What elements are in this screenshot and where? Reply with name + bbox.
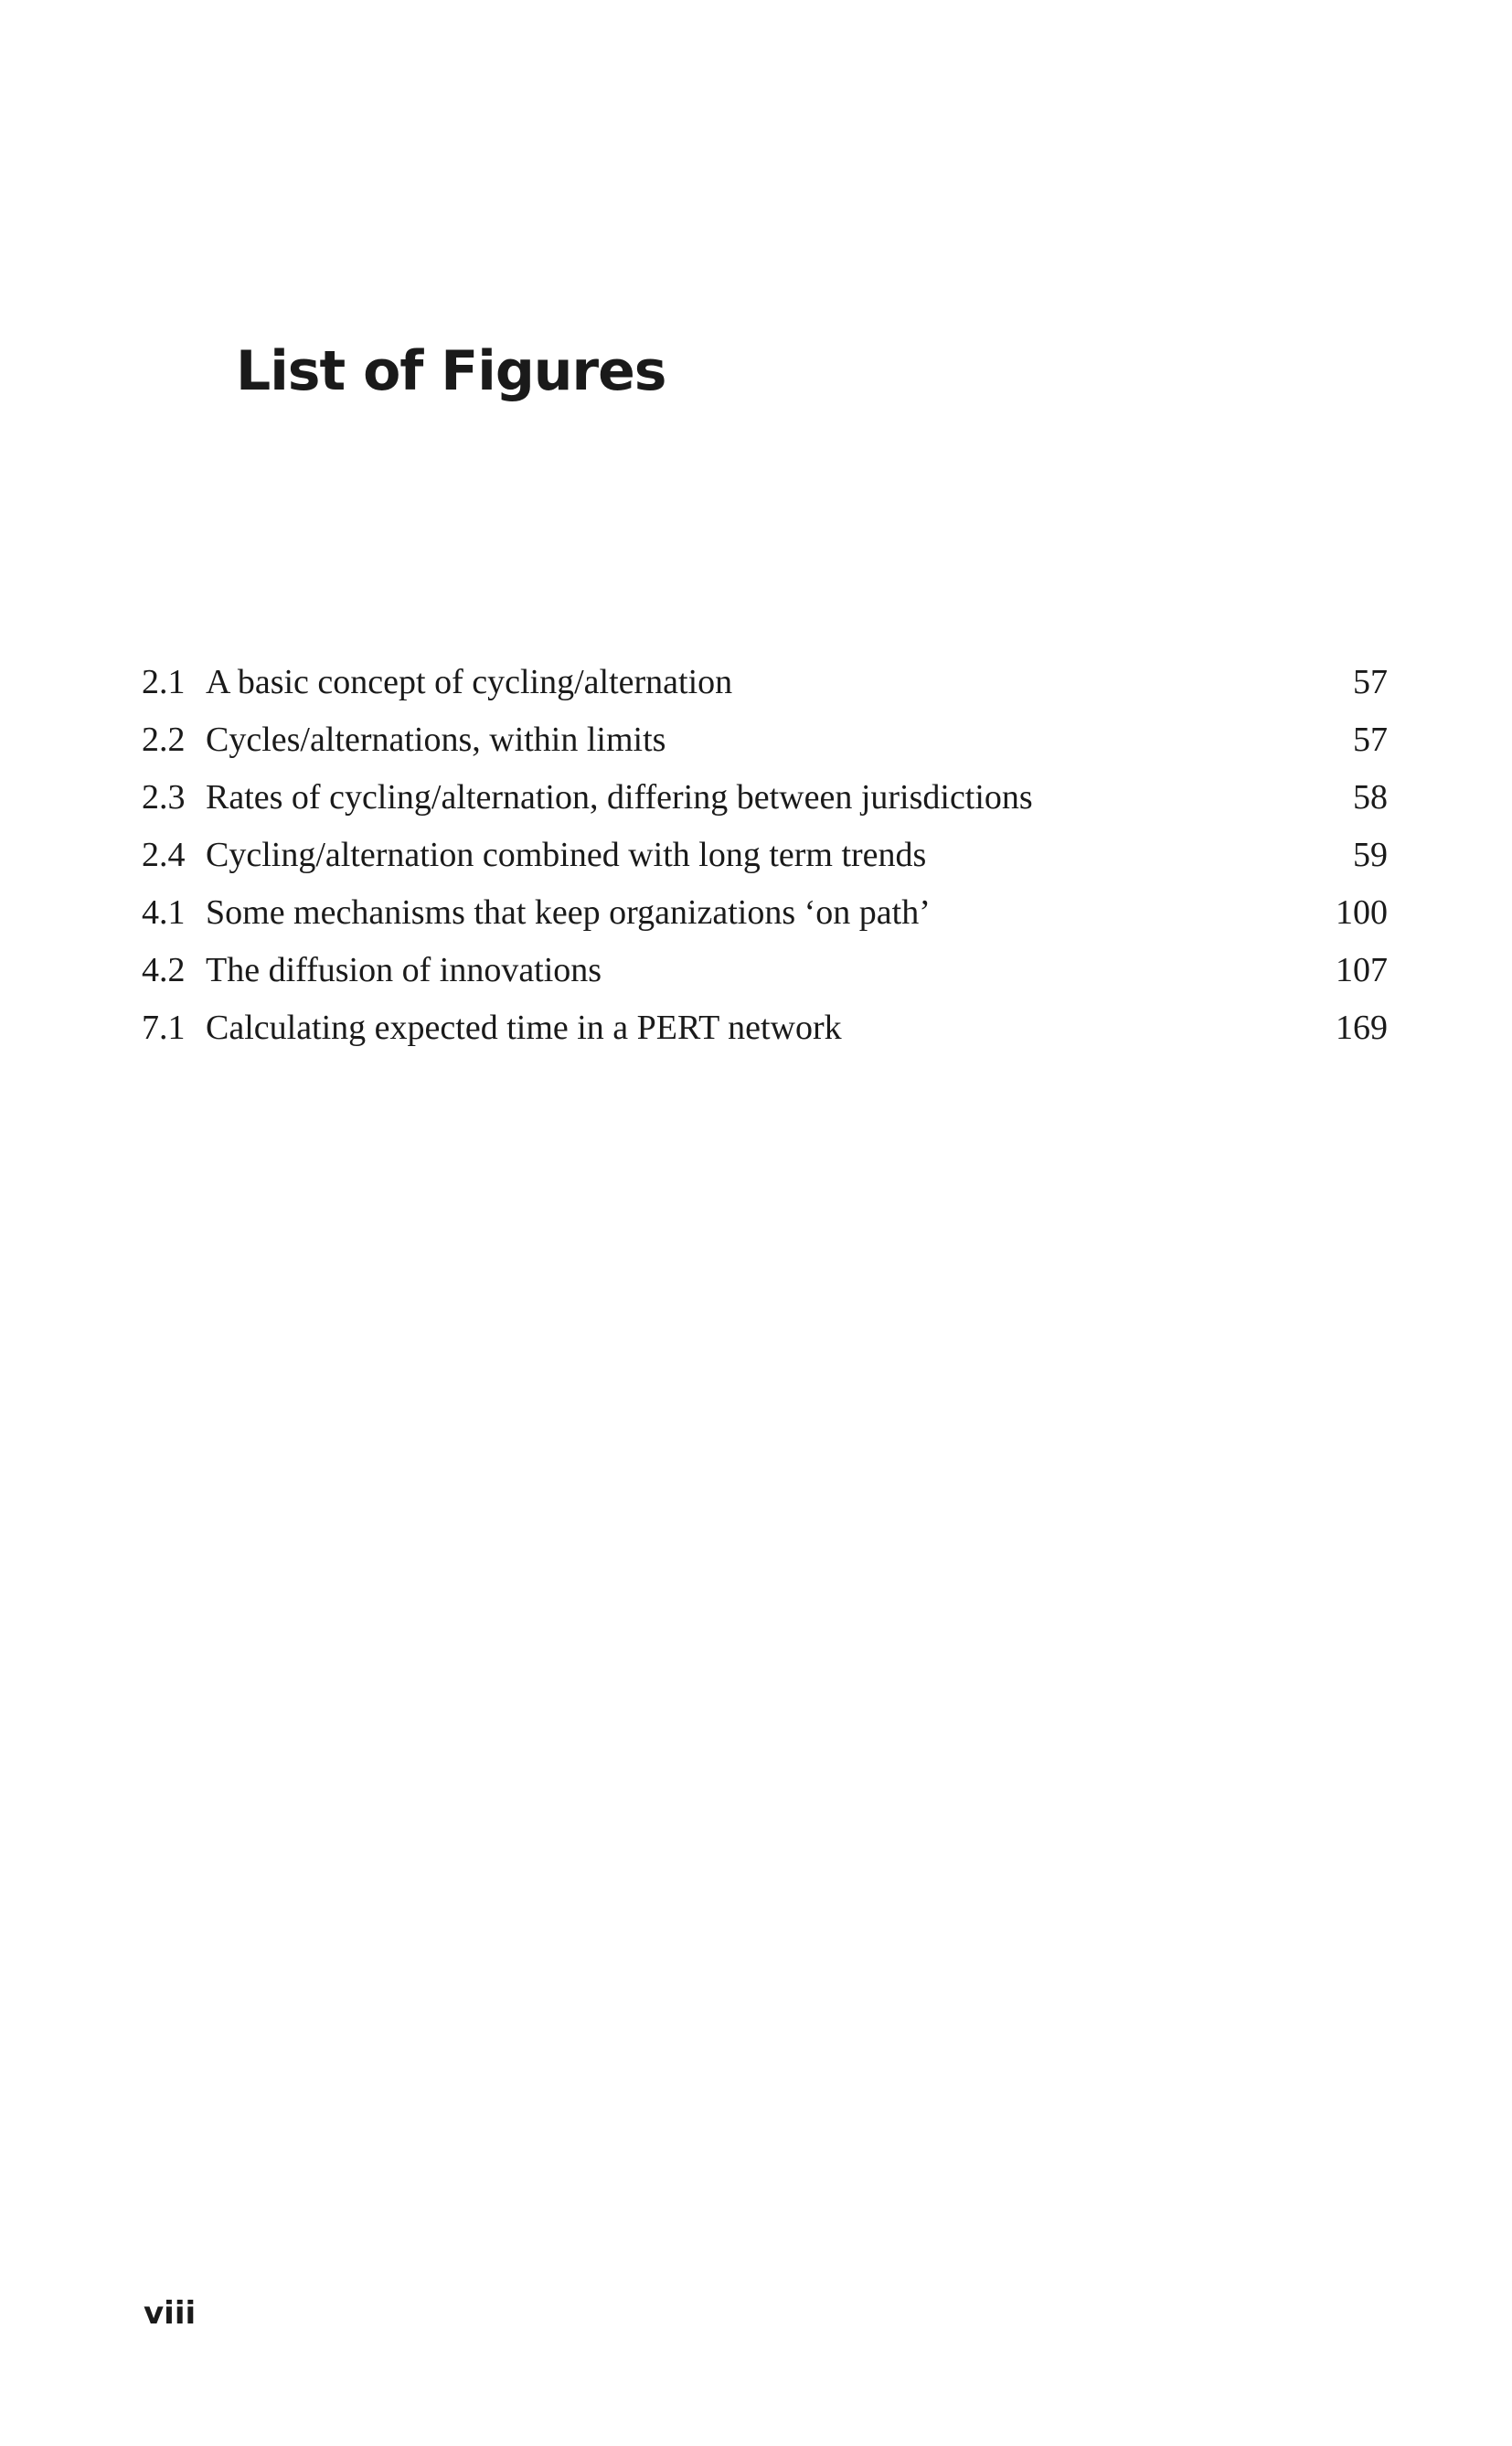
- figure-page-number: 107: [1336, 951, 1388, 989]
- figure-entry: [142, 884, 1388, 942]
- figure-number: 2.1: [142, 663, 186, 701]
- figure-caption: Cycling/alternation combined with long term trends: [206, 836, 927, 874]
- figure-page-number: 57: [1353, 663, 1388, 701]
- page-title: List of Figures: [236, 339, 666, 403]
- figure-caption: Rates of cycling/alternation, differing between jurisdictions: [206, 778, 1033, 817]
- figure-entry: [142, 827, 1388, 884]
- figure-entry: [142, 999, 1388, 1057]
- figure-number: 2.2: [142, 721, 186, 759]
- figure-entry: [142, 711, 1388, 769]
- figure-caption: A basic concept of cycling/alternation: [206, 663, 733, 701]
- figure-entry: [142, 654, 1388, 711]
- figure-page-number: 57: [1353, 721, 1388, 759]
- page-folio: viii: [144, 2295, 197, 2332]
- figure-entry: [142, 942, 1388, 999]
- figure-page-number: 58: [1353, 778, 1388, 817]
- figure-caption: Calculating expected time in a PERT network: [206, 1009, 842, 1047]
- figure-caption: Some mechanisms that keep organizations ‘on path’: [206, 893, 931, 932]
- figure-number: 2.4: [142, 836, 186, 874]
- figure-number: 2.3: [142, 778, 186, 817]
- figure-list: [142, 654, 1388, 1057]
- figure-page-number: 59: [1353, 836, 1388, 874]
- figure-number: 7.1: [142, 1009, 186, 1047]
- figure-page-number: 100: [1336, 893, 1388, 932]
- figure-caption: Cycles/alternations, within limits: [206, 721, 666, 759]
- figure-page-number: 169: [1336, 1009, 1388, 1047]
- figure-number: 4.2: [142, 951, 186, 989]
- figure-caption: The diffusion of innovations: [206, 951, 602, 989]
- figure-entry: [142, 769, 1388, 827]
- figure-number: 4.1: [142, 893, 186, 932]
